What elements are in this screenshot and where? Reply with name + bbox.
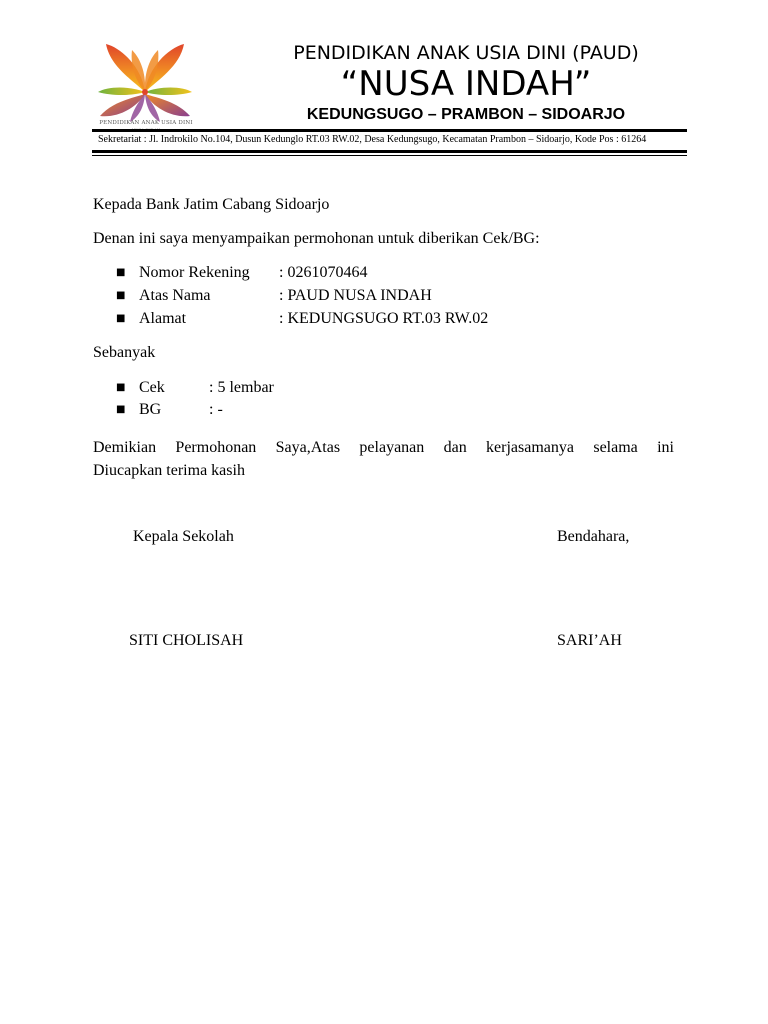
closing-paragraph <box>93 436 674 482</box>
signature-title-right: Bendahara, <box>557 528 630 545</box>
signature-name-left: SITI CHOLISAH <box>129 632 244 649</box>
signature-title-left: Kepala Sekolah <box>133 528 234 545</box>
closing-line: Diucapkan terima kasih <box>93 462 245 479</box>
list-item-value: : 5 lembar <box>209 379 274 396</box>
bullet-icon: ■ <box>116 382 126 393</box>
logo-caption: PENDIDIKAN ANAK USIA DINI <box>99 120 193 126</box>
amount-heading: Sebanyak <box>93 344 156 361</box>
list-item-label: Atas Nama <box>139 287 211 304</box>
recipient-line: Kepada Bank Jatim Cabang Sidoarjo <box>93 196 330 213</box>
list-item-label: BG <box>139 401 162 418</box>
closing-line: Demikian Permohonan Saya,Atas pelayanan dan kerjasamanya selama ini <box>93 439 674 456</box>
signature-name-right: SARI’AH <box>557 632 622 649</box>
list-item-label: Alamat <box>139 310 187 327</box>
list-item-value: : KEDUNGSUGO RT.03 RW.02 <box>279 310 489 327</box>
secretariat-address: Sekretariat : Jl. Indrokilo No.104, Dusun Kedunglo RT.03 RW.02, Desa Kedungsugo, Kecamatan Prambon – Sidoarjo, Kode Pos : 61264 <box>98 134 647 145</box>
bullet-icon: ■ <box>116 267 126 278</box>
list-item-label: Cek <box>139 379 165 396</box>
paud-logo-icon <box>92 40 198 130</box>
list-item-value: : - <box>209 401 223 418</box>
request-intro: Denan ini saya menyampaikan permohonan untuk diberikan Cek/BG: <box>93 230 540 247</box>
list-item-value: : 0261070464 <box>279 264 368 281</box>
letterhead-bottom-rule <box>92 150 687 153</box>
org-name-heading: “NUSA INDAH” <box>340 64 592 104</box>
bullet-icon: ■ <box>116 313 126 324</box>
list-item-value: : PAUD NUSA INDAH <box>279 287 432 304</box>
letterhead-top-rule <box>92 129 687 132</box>
org-location-heading: KEDUNGSUGO – PRAMBON – SIDOARJO <box>306 106 626 123</box>
bullet-icon: ■ <box>116 290 126 301</box>
list-item-label: Nomor Rekening <box>139 264 250 281</box>
bullet-icon: ■ <box>116 404 126 415</box>
org-type-heading: PENDIDIKAN ANAK USIA DINI (PAUD) <box>293 42 639 64</box>
letterhead-bottom-thin-rule <box>92 155 687 156</box>
